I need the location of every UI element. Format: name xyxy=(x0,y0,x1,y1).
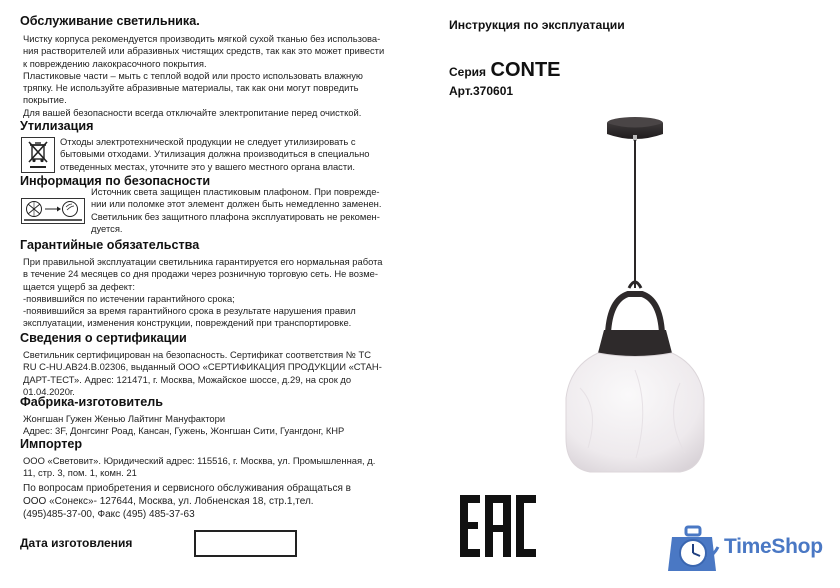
warranty-heading: Гарантийные обязательства xyxy=(20,238,200,252)
certification-text: Светильник сертифицирован на безопасность. Сертификат соответствия № ТС RU C-HU.АВ24.В.02306, выданный ООО «СЕРТИФИКАЦИЯ ПРОДУКЦИИ «СТАН- ДАРТ-ТЕСТ». Адрес: 121471, г. Москва, Можайское шоссе, д.29, на срок до 01.04.2020г. xyxy=(23,349,382,397)
service-contact-text: По вопросам приобретения и сервисного обслуживания обращаться в ООО «Сонекс»- 127644, Москва, ул. Лобненская 18, стр.1,тел. (495)485-37-00, Факс (495) 485-37-63 xyxy=(23,483,351,520)
manufacture-date-label: Дата изготовления xyxy=(20,536,133,550)
warranty-text: При правильной эксплуатации светильника гарантируется его нормальная работа в течение 24 месяцев со дня продажи через розничную торговую сеть. Не возме- щается ущерб за дефект: -появившийся по истечении гарантийного срока; -появившийся за время гарантийного срока в результате нарушения правил эксплуатации, изменения конструкции, повреждений при транспортировке. xyxy=(23,256,383,329)
crossed-bin-icon xyxy=(21,137,55,173)
replace-broken-shade-icon xyxy=(21,198,85,224)
series-label: Серия xyxy=(449,65,487,79)
importer-text: ООО «Световит». Юридический адрес: 115516, г. Москва, ул. Промышленная, д. 11, стр. 3, пом. 1, комн. 21 xyxy=(23,455,376,479)
timeshop-watermark xyxy=(666,525,836,575)
importer-heading: Импортер xyxy=(20,437,83,451)
manufacturer-heading: Фабрика-изготовитель xyxy=(20,395,164,409)
maintenance-text: Чистку корпуса рекомендуется производить мягкой сухой тканью без использова- ния растворителей или абразивных чистящих средств, так как это может привести к повреждению лакокрасочного покрытия. Пластиковые части – мыть с теплой водой или просто использовать влажную тряпку. Не используйте абразивные материалы, так как они могут повредить покрытие. Для вашей безопасности всегда отключайте электропитание перед очисткой. xyxy=(23,33,385,118)
article-number: Арт.370601 xyxy=(449,84,514,98)
eac-certification-mark xyxy=(458,487,538,557)
manufacturer-text: Жонгшан Гужен Женью Лайтинг Мануфактори Адрес: 3F, Донгсинг Роад, Кансан, Гужень, Жонгшан Сити, Гуангдонг, КНР xyxy=(23,413,345,437)
manual-title: Инструкция по эксплуатации xyxy=(449,18,625,32)
disposal-heading: Утилизация xyxy=(20,119,94,133)
disposal-text: Отходы электротехнической продукции не следует утилизировать с бытовыми отходами. Утилизация должна производиться в специально отведенных местах, уточните это у вашего местного органа власти. xyxy=(60,136,370,172)
maintenance-heading: Обслуживание светильника. xyxy=(20,14,200,28)
certification-heading: Сведения о сертификации xyxy=(20,331,187,345)
timeshop-wordmark: TimeShop xyxy=(724,535,823,558)
timeshop-bag-clock-icon xyxy=(666,525,722,575)
series-title xyxy=(449,59,561,82)
safety-text: Источник света защищен пластиковым плафоном. При поврежде- нии или поломке этот элемент должен быть немедленно заменен. Светильник без защитного плафона эксплуатировать не рекомен- дуется. xyxy=(91,186,382,234)
manufacture-date-field xyxy=(194,530,297,557)
safety-heading: Информация по безопасности xyxy=(20,174,211,188)
series-name: CONTE xyxy=(490,59,561,81)
pendant-lamp-illustration xyxy=(540,108,740,478)
